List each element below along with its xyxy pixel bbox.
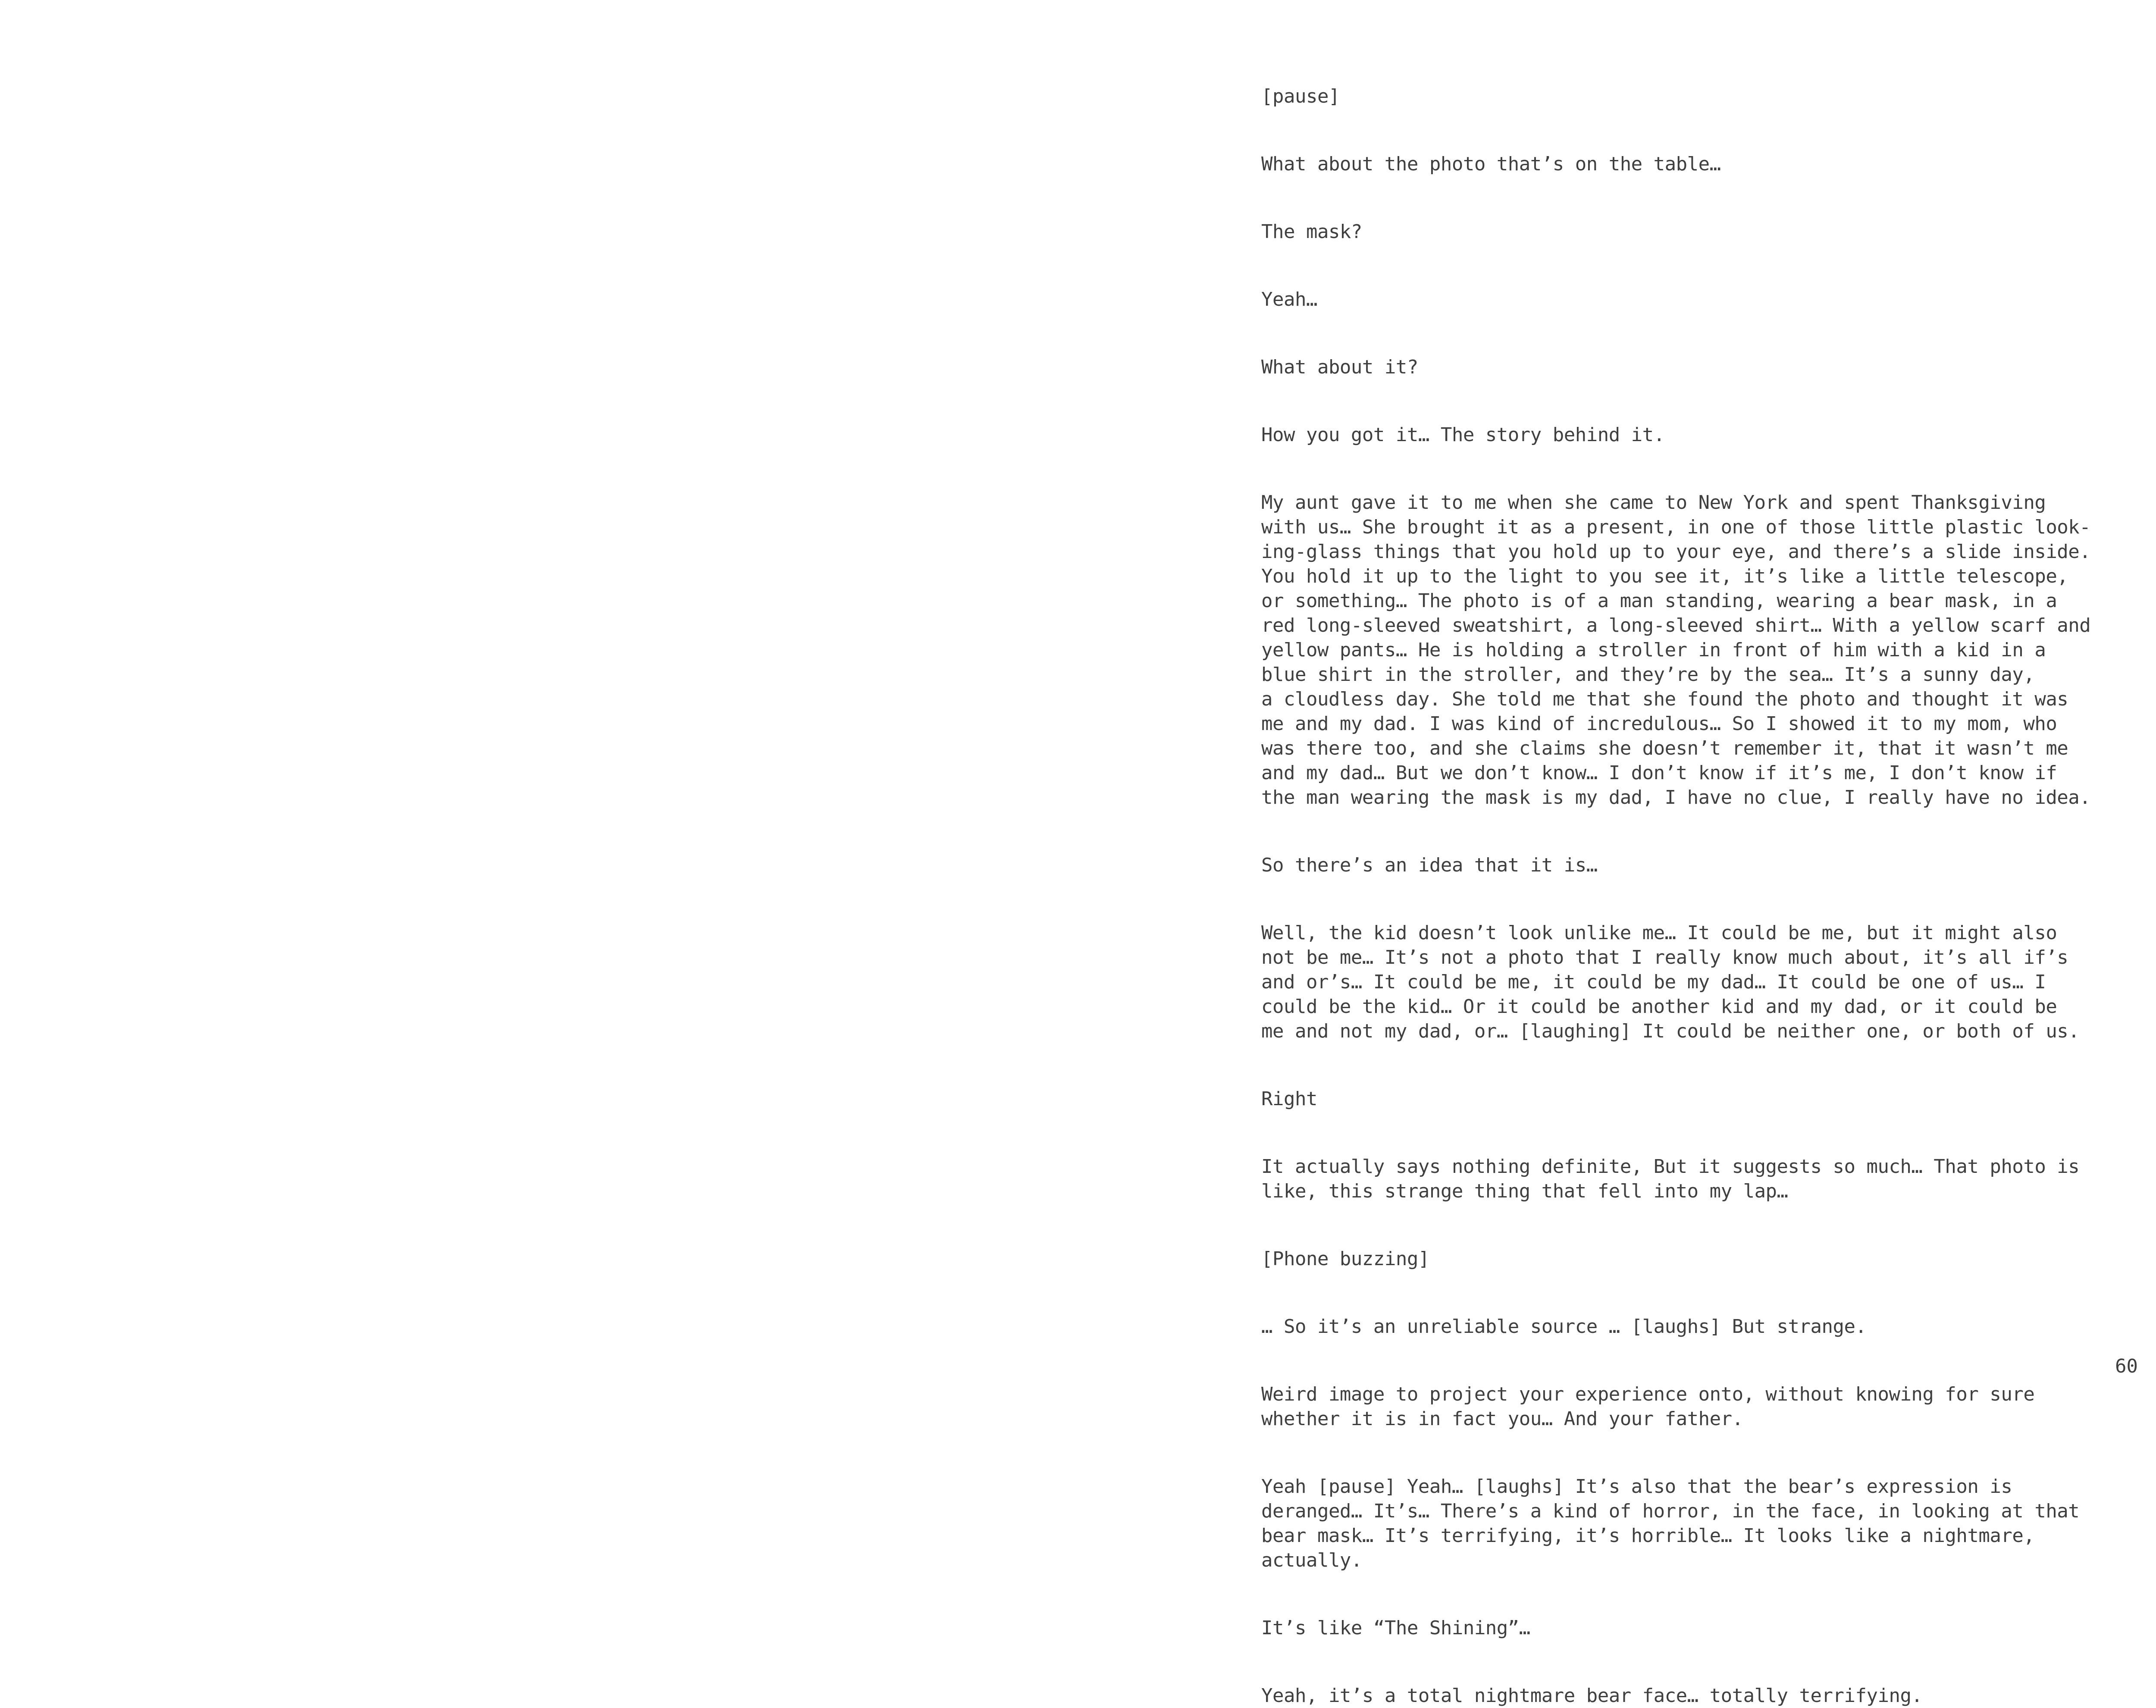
transcript-line: [pause] xyxy=(1261,85,1340,107)
transcript-line: whether it is in fact you… And your father. xyxy=(1261,1408,1743,1430)
transcript-paragraph xyxy=(1261,219,2124,244)
transcript-line: bear mask… It’s terrifying, it’s horrible… It looks like a nightmare, xyxy=(1261,1525,2035,1547)
transcript-line: What about the photo that’s on the table… xyxy=(1261,153,1721,175)
transcript-paragraph xyxy=(1261,1382,2124,1431)
transcript-line: Weird image to project your experience onto, without knowing for sure xyxy=(1261,1383,2035,1405)
transcript-line: and or’s… It could be me, it could be my dad… It could be one of us… I xyxy=(1261,971,2046,993)
transcript-line: Well, the kid doesn’t look unlike me… It could be me, but it might also xyxy=(1261,922,2057,944)
paragraph-spacer xyxy=(1261,109,2124,152)
transcript-line: a cloudless day. She told me that she found the photo and thought it was xyxy=(1261,688,2068,710)
paragraph-spacer xyxy=(1261,878,2124,921)
transcript-paragraph xyxy=(1261,490,2124,810)
paragraph-spacer xyxy=(1261,447,2124,490)
paragraph-spacer xyxy=(1261,810,2124,853)
transcript-line: could be the kid… Or it could be another kid and my dad, or it could be xyxy=(1261,996,2057,1018)
transcript-line: with us… She brought it as a present, in one of those little plastic look- xyxy=(1261,516,2091,538)
transcript-line: My aunt gave it to me when she came to New York and spent Thanksgiving xyxy=(1261,492,2046,514)
transcript-line: or something… The photo is of a man standing, wearing a bear mask, in a xyxy=(1261,590,2057,612)
transcript-line: me and my dad. I was kind of incredulous… So I showed it to my mom, who xyxy=(1261,713,2057,735)
transcript-paragraph xyxy=(1261,1616,2124,1640)
transcript-line: It actually says nothing definite, But it suggests so much… That photo is xyxy=(1261,1156,2080,1178)
transcript-paragraph xyxy=(1261,1154,2124,1203)
paragraph-spacer xyxy=(1261,244,2124,287)
paragraph-spacer xyxy=(1261,1044,2124,1087)
paragraph-spacer xyxy=(1261,1111,2124,1154)
paragraph-spacer xyxy=(1261,1203,2124,1247)
transcript-line: It’s like “The Shining”… xyxy=(1261,1617,1530,1639)
paragraph-spacer xyxy=(1261,1271,2124,1314)
paragraph-spacer xyxy=(1261,1573,2124,1616)
transcript-column xyxy=(1261,84,2124,1708)
transcript-line: like, this strange thing that fell into my lap… xyxy=(1261,1180,1788,1202)
transcript-line: not be me… It’s not a photo that I really know much about, it’s all if’s xyxy=(1261,946,2068,968)
transcript-line: You hold it up to the light to you see it, it’s like a little telescope, xyxy=(1261,565,2068,587)
transcript-line: was there too, and she claims she doesn’t remember it, that it wasn’t me xyxy=(1261,737,2068,759)
paragraph-spacer xyxy=(1261,1640,2124,1683)
transcript-line: Yeah… xyxy=(1261,288,1317,310)
transcript-line: ing-glass things that you hold up to your eye, and there’s a slide inside. xyxy=(1261,541,2091,563)
transcript-line: the man wearing the mask is my dad, I have no clue, I really have no idea. xyxy=(1261,787,2091,809)
transcript-paragraph xyxy=(1261,1683,2124,1708)
transcript-paragraph xyxy=(1261,152,2124,176)
transcript-line: me and not my dad, or… [laughing] It could be neither one, or both of us. xyxy=(1261,1020,2080,1042)
paragraph-spacer xyxy=(1261,1339,2124,1382)
transcript-paragraph xyxy=(1261,1247,2124,1271)
transcript-line: actually. xyxy=(1261,1549,1362,1571)
paragraph-spacer xyxy=(1261,379,2124,423)
transcript-paragraph xyxy=(1261,84,2124,109)
transcript-line: Yeah, it’s a total nightmare bear face… totally terrifying. xyxy=(1261,1685,1923,1707)
page-number: 60 xyxy=(2115,1355,2138,1377)
paragraph-spacer xyxy=(1261,1431,2124,1474)
transcript-paragraph xyxy=(1261,355,2124,379)
paragraph-spacer xyxy=(1261,176,2124,219)
transcript-line: yellow pants… He is holding a stroller in front of him with a kid in a xyxy=(1261,639,2046,661)
transcript-line: So there’s an idea that it is… xyxy=(1261,854,1598,876)
transcript-paragraph xyxy=(1261,1474,2124,1573)
transcript-paragraph xyxy=(1261,921,2124,1044)
transcript-line: red long-sleeved sweatshirt, a long-sleeved shirt… With a yellow scarf and xyxy=(1261,614,2091,636)
transcript-line: [Phone buzzing] xyxy=(1261,1248,1429,1270)
transcript-paragraph xyxy=(1261,1314,2124,1339)
paragraph-spacer xyxy=(1261,312,2124,355)
transcript-line: What about it? xyxy=(1261,356,1418,378)
transcript-line: blue shirt in the stroller, and they’re by the sea… It’s a sunny day, xyxy=(1261,664,2035,686)
transcript-paragraph xyxy=(1261,853,2124,878)
transcript-paragraph xyxy=(1261,287,2124,312)
transcript-line: Yeah [pause] Yeah… [laughs] It’s also that the bear’s expression is xyxy=(1261,1476,2012,1498)
transcript-line: The mask? xyxy=(1261,221,1362,243)
transcript-line: and my dad… But we don’t know… I don’t know if it’s me, I don’t know if xyxy=(1261,762,2057,784)
transcript-line: Right xyxy=(1261,1088,1317,1110)
transcript-paragraph xyxy=(1261,1087,2124,1111)
transcript-line: … So it’s an unreliable source … [laughs] But strange. xyxy=(1261,1316,1867,1338)
transcript-paragraph xyxy=(1261,423,2124,447)
transcript-line: deranged… It’s… There’s a kind of horror, in the face, in looking at that xyxy=(1261,1500,2080,1522)
transcript-line: How you got it… The story behind it. xyxy=(1261,424,1665,446)
